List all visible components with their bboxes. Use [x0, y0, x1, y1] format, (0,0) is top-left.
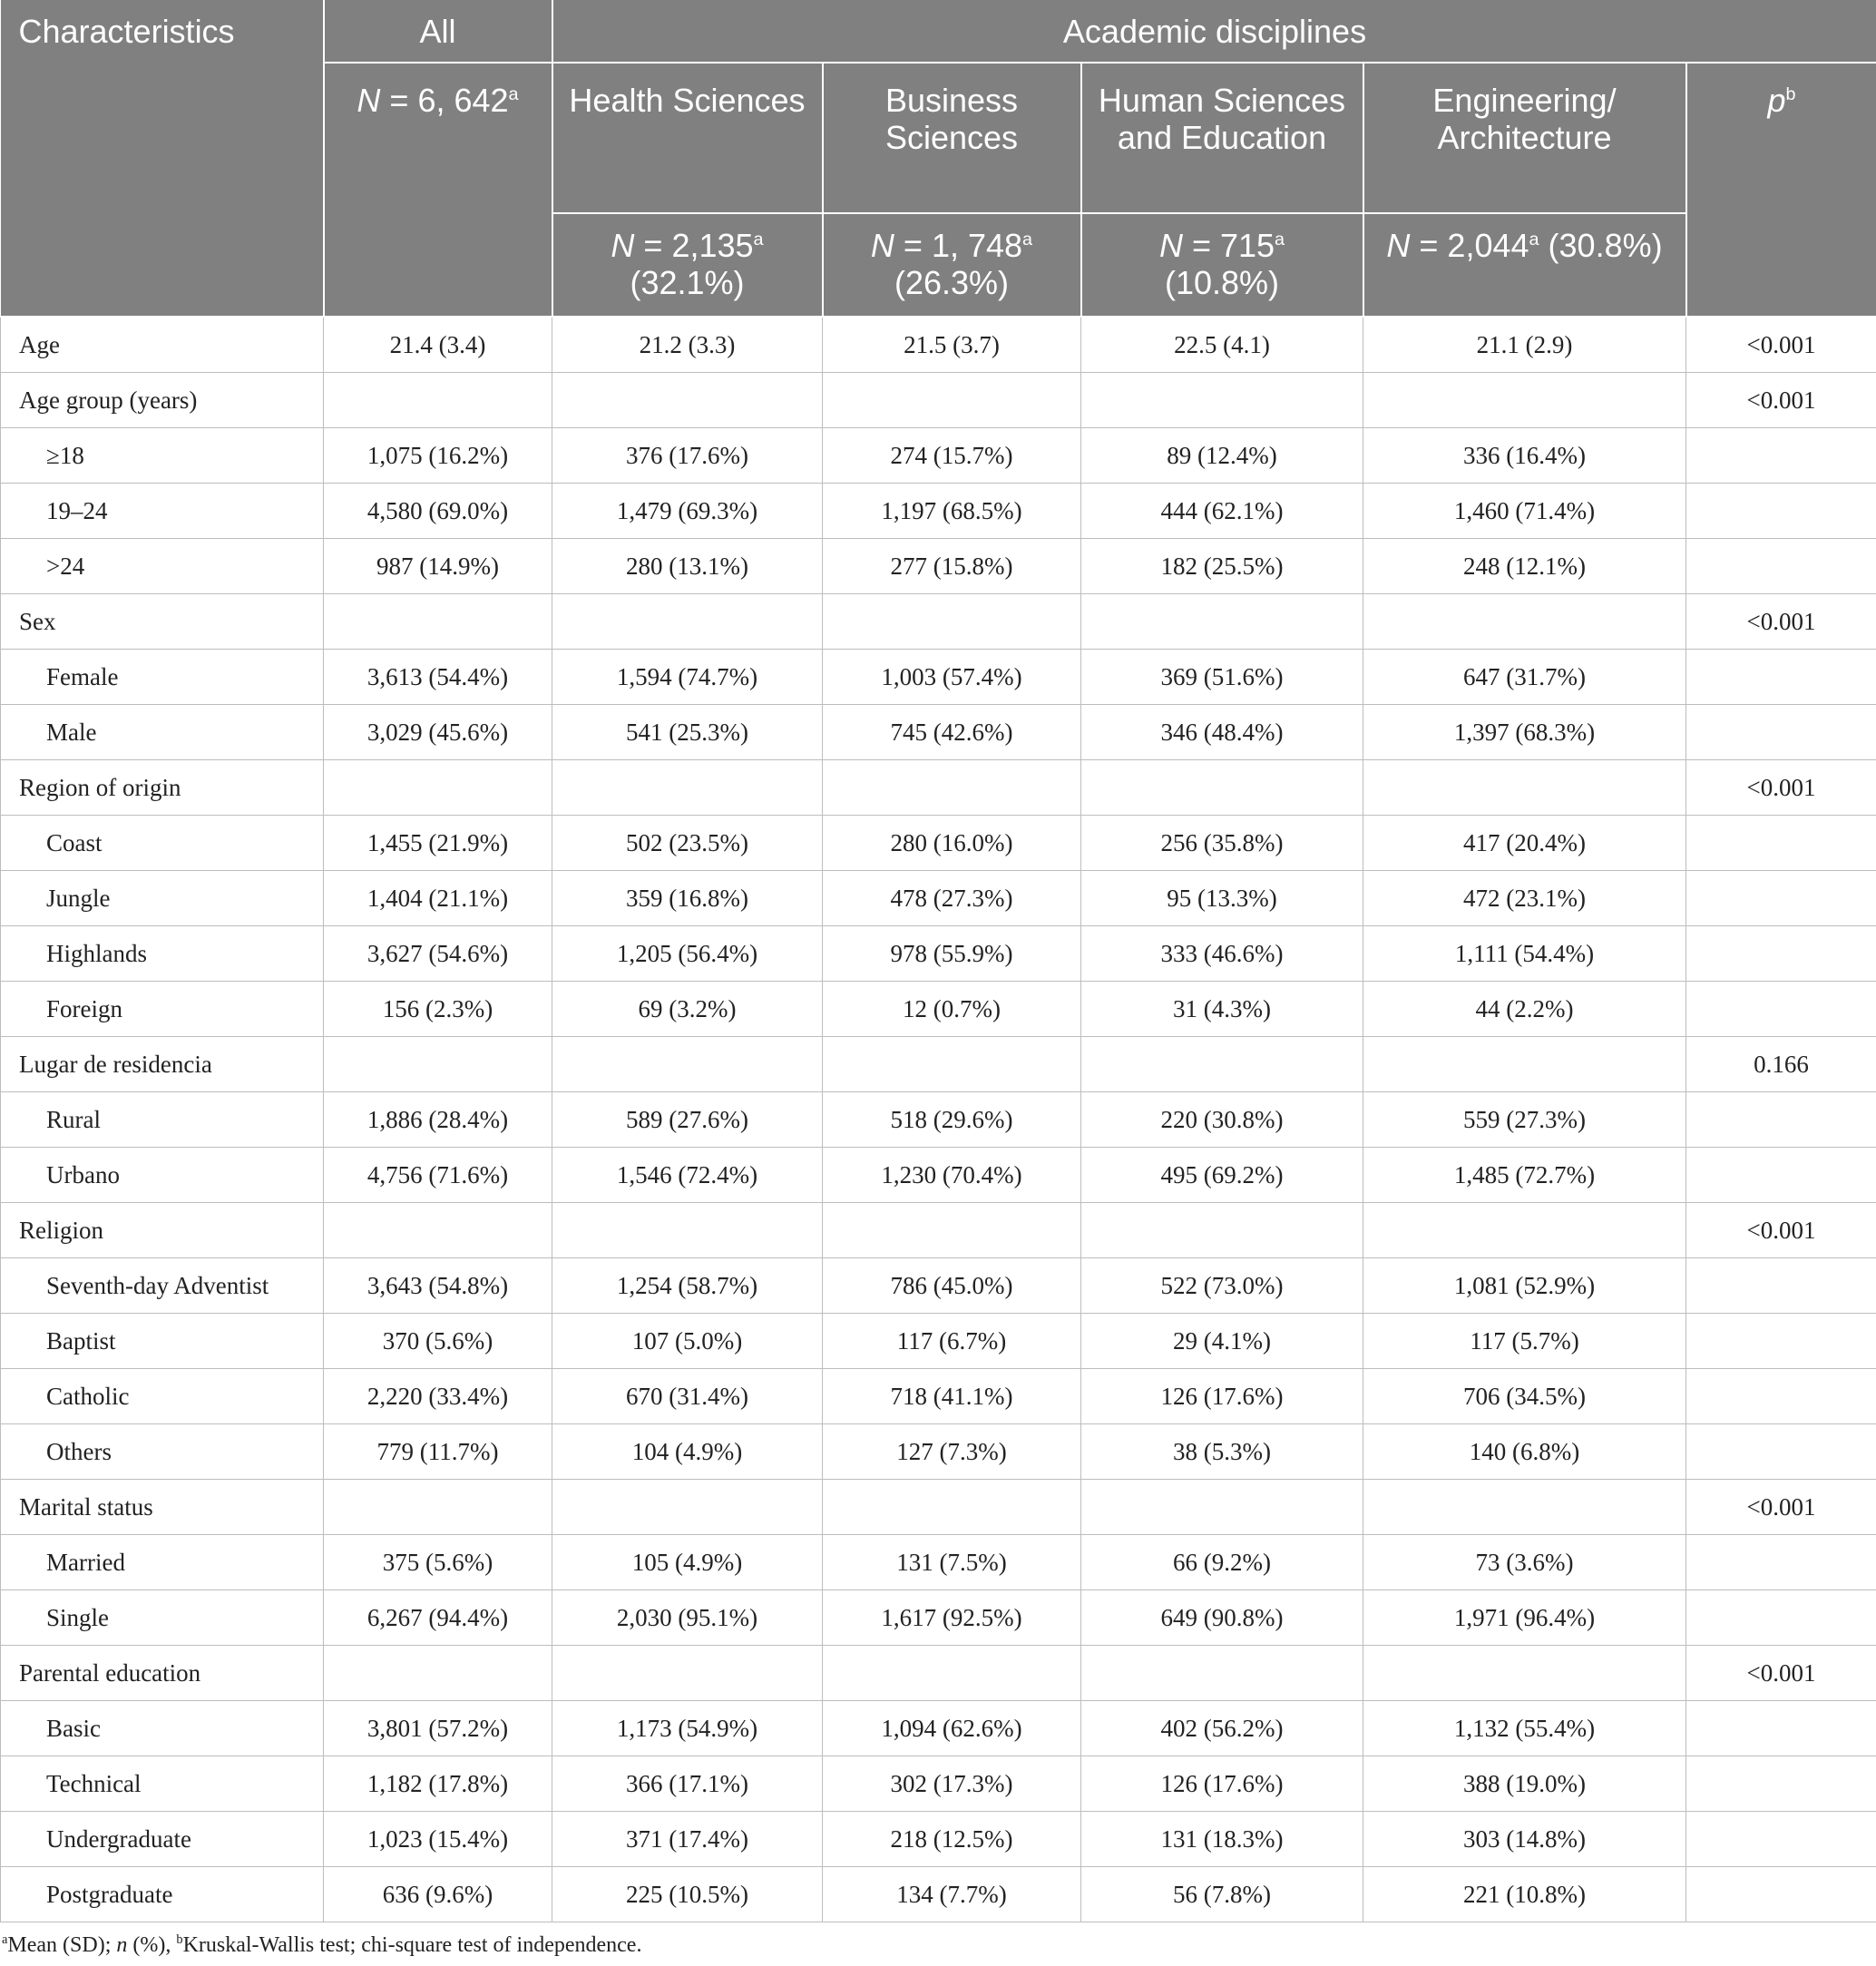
table-cell: 718 (41.1%) [823, 1369, 1081, 1424]
table-cell: 1,132 (55.4%) [1363, 1701, 1686, 1756]
table-cell [324, 760, 552, 816]
table-row [1, 1148, 1876, 1203]
header-all-n: N = 6, 642$^a$ [324, 63, 552, 317]
p-value-cell [1686, 1092, 1876, 1148]
table-cell [1363, 1037, 1686, 1092]
table-row [1, 982, 1876, 1037]
row-label: Married [1, 1535, 324, 1590]
row-label: Single [1, 1590, 324, 1646]
row-label: ≥18 [1, 428, 324, 484]
table-cell: 256 (35.8%) [1081, 816, 1363, 871]
table-cell: 4,580 (69.0%) [324, 484, 552, 539]
table-cell: 4,756 (71.6%) [324, 1148, 552, 1203]
table-cell: 31 (4.3%) [1081, 982, 1363, 1037]
table-cell: 987 (14.9%) [324, 539, 552, 594]
p-value-cell [1686, 1535, 1876, 1590]
header-engineering: Engineering/ Architecture [1363, 63, 1686, 213]
table-cell: 3,643 (54.8%) [324, 1258, 552, 1314]
table-cell: 302 (17.3%) [823, 1756, 1081, 1812]
row-label: Age group (years) [1, 373, 324, 428]
table-row [1, 1867, 1876, 1922]
table-cell [324, 1203, 552, 1258]
table-cell [823, 1646, 1081, 1701]
table-cell [552, 594, 823, 650]
header-engineering-n: N = 2,044$^a$ (30.8%) [1363, 213, 1686, 317]
table-cell: 182 (25.5%) [1081, 539, 1363, 594]
table-cell: 127 (7.3%) [823, 1424, 1081, 1480]
table-cell: 1,617 (92.5%) [823, 1590, 1081, 1646]
table-row [1, 1369, 1876, 1424]
table-cell [823, 1037, 1081, 1092]
table-cell: 478 (27.3%) [823, 871, 1081, 926]
p-value-cell: <0.001 [1686, 760, 1876, 816]
table-cell: 366 (17.1%) [552, 1756, 823, 1812]
row-label: Coast [1, 816, 324, 871]
table-cell: 3,029 (45.6%) [324, 705, 552, 760]
table-row [1, 1424, 1876, 1480]
row-label: Marital status [1, 1480, 324, 1535]
row-label: Seventh-day Adventist [1, 1258, 324, 1314]
p-value-cell [1686, 982, 1876, 1037]
table-cell: 649 (90.8%) [1081, 1590, 1363, 1646]
table-cell: 589 (27.6%) [552, 1092, 823, 1148]
table-cell [823, 1480, 1081, 1535]
row-label: >24 [1, 539, 324, 594]
p-value-cell [1686, 1867, 1876, 1922]
row-label: Catholic [1, 1369, 324, 1424]
row-label: Urbano [1, 1148, 324, 1203]
table-cell: 522 (73.0%) [1081, 1258, 1363, 1314]
table-cell: 22.5 (4.1) [1081, 317, 1363, 373]
row-label: Baptist [1, 1314, 324, 1369]
table-cell: 277 (15.8%) [823, 539, 1081, 594]
table-row [1, 1037, 1876, 1092]
row-label: Sex [1, 594, 324, 650]
table-cell: 1,460 (71.4%) [1363, 484, 1686, 539]
table-cell: 140 (6.8%) [1363, 1424, 1686, 1480]
table-cell: 1,254 (58.7%) [552, 1258, 823, 1314]
table-cell: 359 (16.8%) [552, 871, 823, 926]
table-cell: 89 (12.4%) [1081, 428, 1363, 484]
p-value-cell [1686, 650, 1876, 705]
table-cell: 495 (69.2%) [1081, 1148, 1363, 1203]
p-value-cell [1686, 1314, 1876, 1369]
header-all: All [324, 0, 552, 63]
table-cell: 73 (3.6%) [1363, 1535, 1686, 1590]
table-cell: 21.2 (3.3) [552, 317, 823, 373]
table-row [1, 926, 1876, 982]
p-value-cell [1686, 871, 1876, 926]
p-value-cell [1686, 539, 1876, 594]
table-cell: 3,627 (54.6%) [324, 926, 552, 982]
table-cell: 2,220 (33.4%) [324, 1369, 552, 1424]
table-cell [324, 373, 552, 428]
p-value-cell [1686, 1369, 1876, 1424]
table-cell [324, 594, 552, 650]
table-row [1, 539, 1876, 594]
table-cell: 706 (34.5%) [1363, 1369, 1686, 1424]
p-value-cell: <0.001 [1686, 594, 1876, 650]
table-cell: 3,801 (57.2%) [324, 1701, 552, 1756]
table-cell: 1,546 (72.4%) [552, 1148, 823, 1203]
table-cell: 1,971 (96.4%) [1363, 1590, 1686, 1646]
table-row [1, 1646, 1876, 1701]
p-value-cell [1686, 1590, 1876, 1646]
table-cell: 336 (16.4%) [1363, 428, 1686, 484]
table-cell: 1,094 (62.6%) [823, 1701, 1081, 1756]
table-cell: 220 (30.8%) [1081, 1092, 1363, 1148]
row-label: Basic [1, 1701, 324, 1756]
p-value-cell: <0.001 [1686, 1646, 1876, 1701]
table-cell [823, 594, 1081, 650]
header-health-n: N = 2,135$^a$ (32.1%) [552, 213, 823, 317]
table-cell [324, 1480, 552, 1535]
table-cell: 541 (25.3%) [552, 705, 823, 760]
table-footnote: $^a$Mean (SD); n (%), $^b$Kruskal-Wallis test; chi-square test of independence. [2, 1932, 642, 1957]
table-cell [1081, 373, 1363, 428]
table-cell: 104 (4.9%) [552, 1424, 823, 1480]
p-value-cell: 0.166 [1686, 1037, 1876, 1092]
table-cell: 117 (5.7%) [1363, 1314, 1686, 1369]
table-cell: 1,173 (54.9%) [552, 1701, 823, 1756]
table-cell: 444 (62.1%) [1081, 484, 1363, 539]
row-label: Male [1, 705, 324, 760]
table-row [1, 317, 1876, 373]
row-label: Postgraduate [1, 1867, 324, 1922]
table-cell: 280 (16.0%) [823, 816, 1081, 871]
table-cell [552, 373, 823, 428]
table-cell: 21.1 (2.9) [1363, 317, 1686, 373]
table-cell: 369 (51.6%) [1081, 650, 1363, 705]
table-row [1, 760, 1876, 816]
table-cell: 126 (17.6%) [1081, 1369, 1363, 1424]
table-cell [1081, 1037, 1363, 1092]
row-label: Undergraduate [1, 1812, 324, 1867]
p-value-cell: <0.001 [1686, 1480, 1876, 1535]
table-cell [324, 1646, 552, 1701]
table-cell [552, 1480, 823, 1535]
table-cell [823, 760, 1081, 816]
table-cell: 518 (29.6%) [823, 1092, 1081, 1148]
table-cell [823, 373, 1081, 428]
table-row [1, 373, 1876, 428]
table-cell: 1,182 (17.8%) [324, 1756, 552, 1812]
table-cell: 1,197 (68.5%) [823, 484, 1081, 539]
row-label: Technical [1, 1756, 324, 1812]
table-cell: 12 (0.7%) [823, 982, 1081, 1037]
table-cell: 376 (17.6%) [552, 428, 823, 484]
table-cell: 66 (9.2%) [1081, 1535, 1363, 1590]
table-cell: 417 (20.4%) [1363, 816, 1686, 871]
table-cell: 779 (11.7%) [324, 1424, 552, 1480]
p-value-cell [1686, 1701, 1876, 1756]
table-cell [1363, 373, 1686, 428]
p-value-cell [1686, 1756, 1876, 1812]
table-cell: 221 (10.8%) [1363, 1867, 1686, 1922]
table-row [1, 1203, 1876, 1258]
table-body [1, 317, 1876, 1922]
table-cell: 1,479 (69.3%) [552, 484, 823, 539]
header-human-sciences: Human Sciences and Education [1081, 63, 1363, 213]
table-cell: 559 (27.3%) [1363, 1092, 1686, 1148]
table-cell: 303 (14.8%) [1363, 1812, 1686, 1867]
header-human-n: $N = 715^a$ (10.8%) [1081, 213, 1363, 317]
row-label: Foreign [1, 982, 324, 1037]
table-cell: 131 (7.5%) [823, 1535, 1081, 1590]
table-cell: 636 (9.6%) [324, 1867, 552, 1922]
table-cell: 1,594 (74.7%) [552, 650, 823, 705]
row-label: Rural [1, 1092, 324, 1148]
table-cell [552, 1037, 823, 1092]
table-cell: 502 (23.5%) [552, 816, 823, 871]
table-cell: 1,404 (21.1%) [324, 871, 552, 926]
table-cell: 1,111 (54.4%) [1363, 926, 1686, 982]
table-cell: 1,485 (72.7%) [1363, 1148, 1686, 1203]
table-cell: 3,613 (54.4%) [324, 650, 552, 705]
p-value-cell [1686, 428, 1876, 484]
table-cell: 6,267 (94.4%) [324, 1590, 552, 1646]
p-value-cell [1686, 1812, 1876, 1867]
table-cell: 44 (2.2%) [1363, 982, 1686, 1037]
table-cell [1363, 760, 1686, 816]
header-characteristics: Characteristics [1, 0, 324, 317]
table-header [1, 0, 1876, 317]
table-cell [1081, 1480, 1363, 1535]
table-cell: 56 (7.8%) [1081, 1867, 1363, 1922]
header-business-sciences: Business Sciences [823, 63, 1081, 213]
table-row [1, 816, 1876, 871]
table-row [1, 428, 1876, 484]
table-row [1, 1590, 1876, 1646]
row-label: 19–24 [1, 484, 324, 539]
row-label: Parental education [1, 1646, 324, 1701]
row-label: Others [1, 1424, 324, 1480]
table-cell: 218 (12.5%) [823, 1812, 1081, 1867]
table-cell [823, 1203, 1081, 1258]
table-cell [1081, 1203, 1363, 1258]
table-cell: 1,023 (15.4%) [324, 1812, 552, 1867]
table-cell [1363, 1203, 1686, 1258]
table-cell: 1,205 (56.4%) [552, 926, 823, 982]
table-cell: 156 (2.3%) [324, 982, 552, 1037]
header-health-sciences: Health Sciences [552, 63, 823, 213]
row-label: Highlands [1, 926, 324, 982]
table-row [1, 650, 1876, 705]
row-label: Female [1, 650, 324, 705]
table-cell: 274 (15.7%) [823, 428, 1081, 484]
table-row [1, 484, 1876, 539]
table-cell: 472 (23.1%) [1363, 871, 1686, 926]
table-row [1, 1812, 1876, 1867]
table-cell: 388 (19.0%) [1363, 1756, 1686, 1812]
table-cell [552, 1646, 823, 1701]
header-business-n: N = 1, 748$^a$ (26.3%) [823, 213, 1081, 317]
table-cell: 248 (12.1%) [1363, 539, 1686, 594]
p-value-cell [1686, 1258, 1876, 1314]
table-cell: 2,030 (95.1%) [552, 1590, 823, 1646]
row-label: Lugar de residencia [1, 1037, 324, 1092]
row-label: Jungle [1, 871, 324, 926]
table-cell: 1,075 (16.2%) [324, 428, 552, 484]
table-cell: 21.5 (3.7) [823, 317, 1081, 373]
table-cell: 745 (42.6%) [823, 705, 1081, 760]
p-value-cell [1686, 484, 1876, 539]
table-cell: 978 (55.9%) [823, 926, 1081, 982]
p-value-cell: <0.001 [1686, 317, 1876, 373]
table-cell: 1,455 (21.9%) [324, 816, 552, 871]
table-cell: 1,397 (68.3%) [1363, 705, 1686, 760]
p-value-cell [1686, 1148, 1876, 1203]
table-cell [552, 1203, 823, 1258]
table-cell: 1,003 (57.4%) [823, 650, 1081, 705]
table-cell [1081, 594, 1363, 650]
row-label: Region of origin [1, 760, 324, 816]
row-label: Age [1, 317, 324, 373]
table-cell: 29 (4.1%) [1081, 1314, 1363, 1369]
table-cell: 107 (5.0%) [552, 1314, 823, 1369]
table-cell: 1,230 (70.4%) [823, 1148, 1081, 1203]
table-cell: 370 (5.6%) [324, 1314, 552, 1369]
table-row [1, 1314, 1876, 1369]
p-value-cell [1686, 816, 1876, 871]
table-cell: 69 (3.2%) [552, 982, 823, 1037]
table-cell: 346 (48.4%) [1081, 705, 1363, 760]
table-cell: 105 (4.9%) [552, 1535, 823, 1590]
table-cell: 95 (13.3%) [1081, 871, 1363, 926]
table-cell [1363, 1646, 1686, 1701]
table-cell: 280 (13.1%) [552, 539, 823, 594]
row-label: Religion [1, 1203, 324, 1258]
table-cell [1363, 594, 1686, 650]
table-cell: 402 (56.2%) [1081, 1701, 1363, 1756]
table-cell: 647 (31.7%) [1363, 650, 1686, 705]
table-cell: 134 (7.7%) [823, 1867, 1081, 1922]
table-row [1, 594, 1876, 650]
table-cell: 225 (10.5%) [552, 1867, 823, 1922]
header-p-value: $p^b$ [1686, 63, 1876, 317]
table-cell [1081, 760, 1363, 816]
p-value-cell [1686, 705, 1876, 760]
table-cell [324, 1037, 552, 1092]
table-cell: 1,081 (52.9%) [1363, 1258, 1686, 1314]
p-value-cell [1686, 926, 1876, 982]
p-value-cell: <0.001 [1686, 1203, 1876, 1258]
table-row [1, 1092, 1876, 1148]
table-cell: 38 (5.3%) [1081, 1424, 1363, 1480]
header-academic-disciplines: Academic disciplines [552, 0, 1876, 63]
table-cell [1363, 1480, 1686, 1535]
table-row [1, 871, 1876, 926]
table-row [1, 1480, 1876, 1535]
table-cell: 333 (46.6%) [1081, 926, 1363, 982]
table-row [1, 1701, 1876, 1756]
table-cell: 371 (17.4%) [552, 1812, 823, 1867]
table-cell: 117 (6.7%) [823, 1314, 1081, 1369]
table-cell: 670 (31.4%) [552, 1369, 823, 1424]
table-row [1, 1258, 1876, 1314]
table-cell [552, 760, 823, 816]
table-cell [1081, 1646, 1363, 1701]
p-value-cell [1686, 1424, 1876, 1480]
table-cell: 375 (5.6%) [324, 1535, 552, 1590]
table-row [1, 1535, 1876, 1590]
table-cell: 786 (45.0%) [823, 1258, 1081, 1314]
table-row [1, 705, 1876, 760]
table-cell: 1,886 (28.4%) [324, 1092, 552, 1148]
table-cell: 131 (18.3%) [1081, 1812, 1363, 1867]
table-cell: 21.4 (3.4) [324, 317, 552, 373]
table-row [1, 1756, 1876, 1812]
p-value-cell: <0.001 [1686, 373, 1876, 428]
table-cell: 126 (17.6%) [1081, 1756, 1363, 1812]
